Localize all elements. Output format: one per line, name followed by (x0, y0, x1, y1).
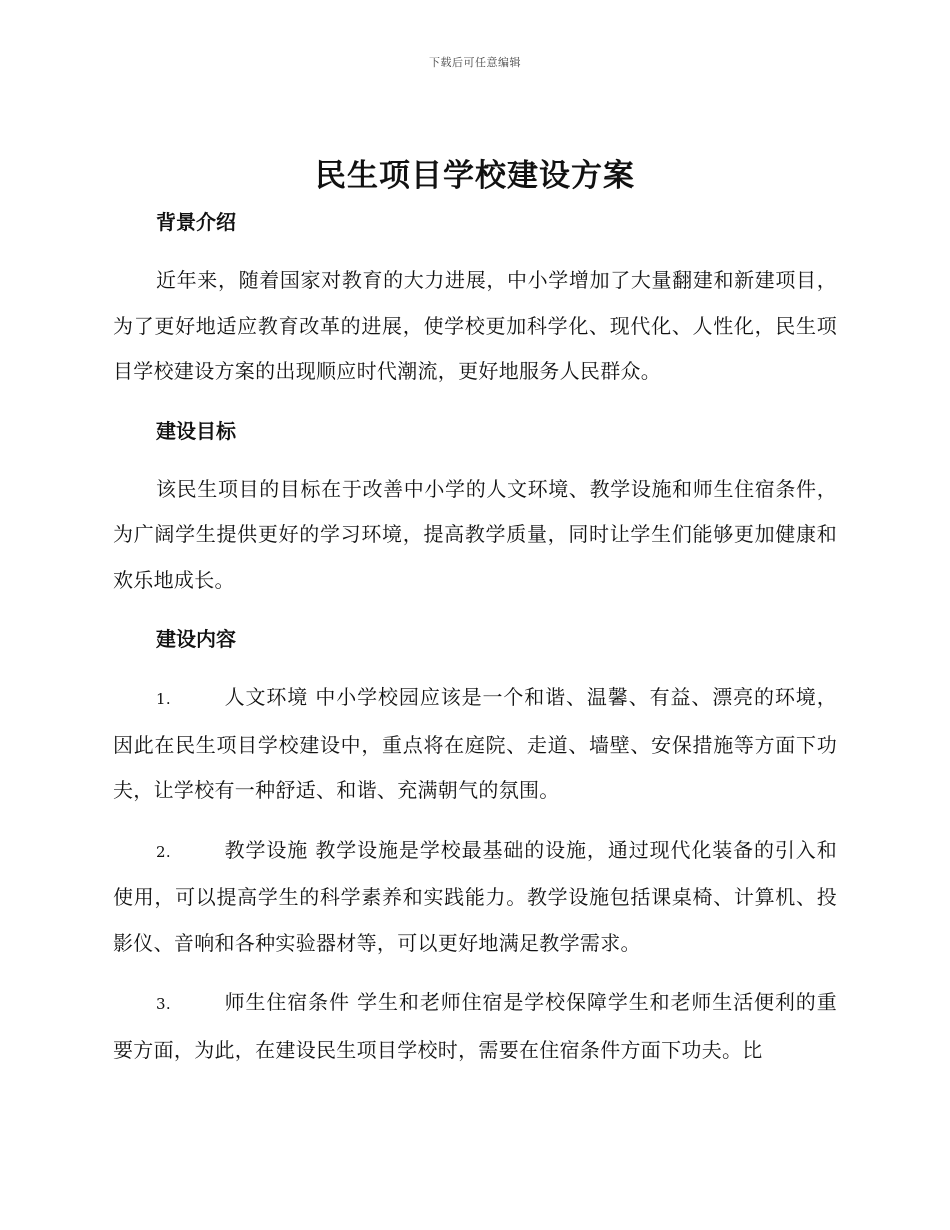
list-item-text: 人文环境 中小学校园应该是一个和谐、温馨、有益、漂亮的环境，因此在民生项目学校建设中，重点将在庭院、走道、墙壁、安保措施等方面下功夫，让学校有一种舒适、和谐、充满朝气的氛围。 (113, 685, 837, 802)
section-heading-background: 背景介绍 (156, 210, 236, 234)
list-item-text: 教学设施 教学设施是学校最基础的设施，通过现代化装备的引入和使用，可以提高学生的科学素养和实践能力。教学设施包括课桌椅、计算机、投影仪、音响和各种实验器材等，可以更好地满足教学需求。 (113, 837, 837, 955)
list-item-number: 3. (156, 995, 171, 1013)
paragraph-background: 近年来，随着国家对教育的大力进展，中小学增加了大量翻建和新建项目，为了更好地适应教育改革的进展，使学校更加科学化、现代化、人性化，民生项目学校建设方案的出现顺应时代潮流，更好地服务人民群众。 (113, 268, 837, 383)
list-item-number: 1. (156, 690, 171, 708)
document-body (113, 200, 837, 1073)
list-item-accommodation (113, 980, 837, 1073)
list-item-text: 师生住宿条件 学生和老师住宿是学校保障学生和老师生活便利的重要方面，为此，在建设民生项目学校时，需要在住宿条件方面下功夫。比 (113, 990, 837, 1062)
list-item-teaching-facilities (113, 828, 837, 967)
paragraph-goals: 该民生项目的目标在于改善中小学的人文环境、教学设施和师生住宿条件，为广阔学生提供更好的学习环境，提高教学质量，同时让学生们能够更加健康和欢乐地成长。 (113, 476, 837, 592)
document-title: 民生项目学校建设方案 (315, 158, 635, 194)
list-item-number: 2. (156, 842, 171, 861)
section-heading-goals: 建设目标 (156, 418, 236, 443)
section-heading-content: 建设内容 (156, 627, 236, 651)
list-item-humanistic-environment (113, 675, 837, 814)
page-header-note: 下载后可任意编辑 (429, 56, 521, 69)
